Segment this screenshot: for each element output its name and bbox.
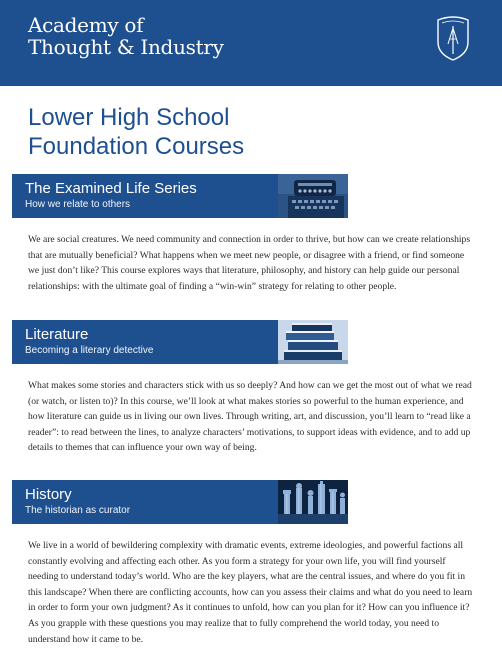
section-subtitle: How we relate to others: [25, 199, 131, 210]
book-stack-photo: [278, 320, 348, 364]
brand-logo-text: [28, 14, 224, 58]
section-body-history: We live in a world of bewildering complexity with dramatic events, extreme ideologies, and powerful factions all constantly evolving and affecting each other. As you form a strategy for your own life, you will find yourself needing to understand today’s world. Who are the key players, what are the central issues, and where do you fit in this landscape? When there are conflicting accounts, how can you assess their claims and what do you need to learn in order to form your own judgment? As it continues to unfold, how can you plan for it? How can you influence it? As you grapple with these questions you may realize that to fully comprehend the world today, you need to understand how it came to be.: [28, 540, 473, 645]
section-banner-examined-life: [12, 174, 348, 218]
section-title: The Examined Life Series: [25, 180, 197, 197]
shield-crest-icon: [434, 14, 472, 62]
brand-line-1: Academy of: [28, 13, 144, 37]
header-bar: [0, 0, 502, 86]
page-title: [28, 103, 244, 161]
banner-text: [25, 180, 197, 211]
section-banner-history: [12, 480, 348, 524]
section-subtitle: The historian as curator: [25, 505, 131, 516]
section-body-examined-life: We are social creatures. We need community and connection in order to thrive, but how can we create relationships that are mutually beneficial? What happens when we meet new people, or disagree with a friend, or find someone we just don’t like? This course explores ways that literature, philosophy, and history can help guide our personal relationships: with the ultimate goal of finding a “win-win” strategy for relating to other people.: [28, 234, 471, 292]
section-body-literature: What makes some stories and characters stick with us so deeply? And how can we get the most out of what we read (or watch, or listen to)? In this course, we’ll look at what makes stories so powerful to the human experience, and how literature can guide us in living our own lives. Through writing, art, and discussion, you’ll learn to “read like a reader”: to read between the lines, to analyze characters’ motivations, to support ideas with evidence, and to add up details to themes that can influence your own way of being.: [28, 380, 472, 454]
typewriter-photo: [278, 174, 348, 218]
section-banner-literature: [12, 320, 348, 364]
brand-line-2: Thought & Industry: [28, 35, 224, 59]
page-title-line-1: Lower High School: [28, 104, 230, 131]
chess-pieces-photo: [278, 480, 348, 524]
section-title: History: [25, 486, 72, 503]
page-title-line-2: Foundation Courses: [28, 133, 245, 160]
banner-text: [25, 486, 130, 517]
section-title: Literature: [25, 326, 89, 343]
banner-text: [25, 326, 153, 357]
section-subtitle: Becoming a literary detective: [25, 345, 154, 356]
